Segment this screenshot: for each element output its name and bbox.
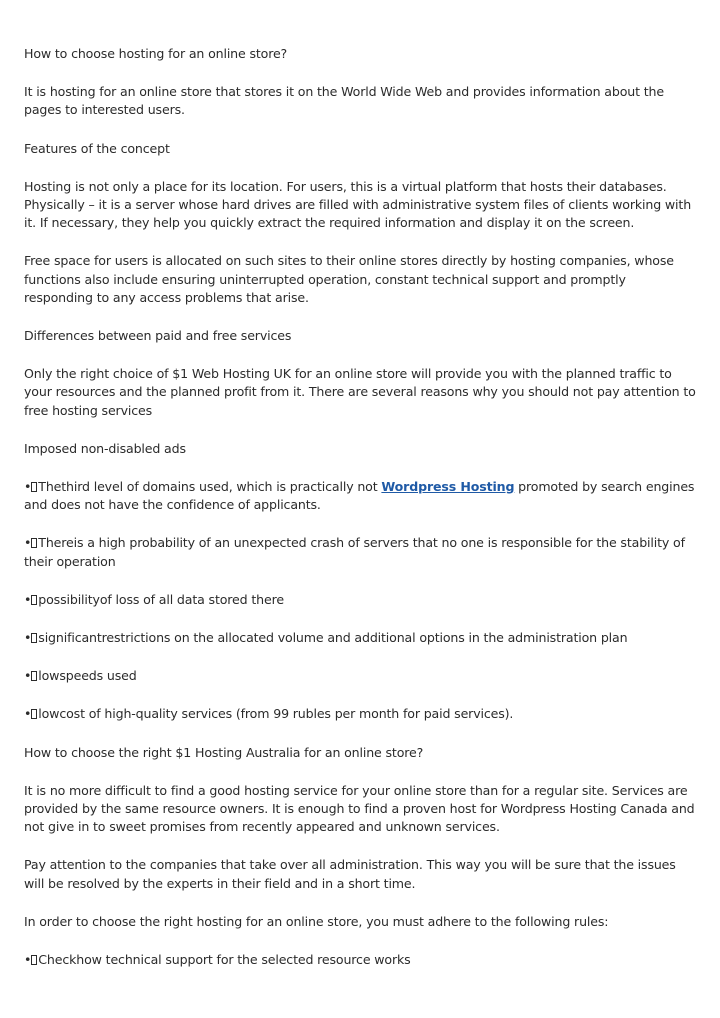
- bullet-item-domains: [24, 478, 696, 514]
- missing-glyph-icon: [31, 671, 37, 681]
- paragraph-pay-attention: Pay attention to the companies that take over all administration. This way you will be sure that the issues will be resolved by the experts in their field and in a short time.: [24, 857, 676, 891]
- bullet-item-low-speeds: [24, 667, 696, 685]
- bullet-text: is a high probability of an unexpected crash of servers that no one is responsible for the stability of their operation: [24, 535, 685, 569]
- bullet-lead-word: The: [38, 479, 62, 495]
- bullet-lead-word: low: [38, 668, 60, 684]
- bullet-icon: •: [24, 535, 32, 551]
- bullet-text: how technical support for the selected resource works: [76, 952, 411, 968]
- bullet-lead-word: low: [38, 706, 60, 722]
- bullet-text-cont: promoted by search engines and does not have the confidence of applicants.: [24, 479, 695, 513]
- bullet-item-low-cost: [24, 705, 696, 723]
- bullet-icon: •: [24, 630, 32, 646]
- bullet-text: cost of high-quality services (from 99 rubles per month for paid services).: [59, 706, 514, 722]
- wordpress-hosting-link[interactable]: Wordpress Hosting: [381, 479, 515, 495]
- bullet-icon: •: [24, 668, 32, 684]
- bullet-lead-word: significant: [38, 630, 102, 646]
- heading-choose-right: How to choose the right $1 Hosting Australia for an online store?: [24, 744, 424, 760]
- heading-how-to-choose: How to choose hosting for an online store?: [24, 46, 288, 61]
- heading-features: Features of the concept: [24, 140, 170, 156]
- missing-glyph-icon: [31, 955, 37, 965]
- heading-differences: Differences between paid and free services: [24, 328, 292, 344]
- missing-glyph-icon: [31, 633, 37, 643]
- bullet-icon: •: [24, 591, 32, 607]
- bullet-lead-word: possibility: [38, 591, 100, 607]
- paragraph-no-more-difficult: It is no more difficult to find a good hosting service for your online store than for a regular site. Services are provided by the same resource owners. It is enough to find a proven host for Wordpress Hosting Canada and not give in to sweet promises from recently appeared and unknown services.: [24, 782, 695, 835]
- bullet-text: restrictions on the allocated volume and additional options in the administration plan: [101, 630, 628, 646]
- bullet-icon: •: [24, 706, 32, 722]
- bullet-text: third level of domains used, which is practically not: [61, 479, 382, 495]
- bullet-item-check-support: [24, 951, 696, 969]
- paragraph-right-choice: Only the right choice of $1 Web Hosting UK for an online store will provide you with the planned traffic to your resources and the planned profit from it. There are several reasons why you should not pay attention to free hosting services: [24, 366, 696, 418]
- bullet-item-crash: [24, 534, 696, 570]
- paragraph-hosting-definition: Hosting is not only a place for its location. For users, this is a virtual platform that hosts their databases. Physically – it is a server whose hard drives are filled with administrative system files of clients working with it. If necessary, they help you quickly extract the required information and display it on the screen.: [24, 178, 692, 231]
- bullet-text: of loss of all data stored there: [99, 591, 284, 607]
- missing-glyph-icon: [31, 538, 37, 548]
- heading-imposed-ads: Imposed non-disabled ads: [24, 440, 186, 456]
- bullet-item-data-loss: [24, 591, 696, 609]
- missing-glyph-icon: [31, 482, 37, 492]
- bullet-icon: •: [24, 479, 32, 495]
- bullet-item-restrictions: [24, 629, 696, 647]
- missing-glyph-icon: [31, 595, 37, 605]
- paragraph-rules-intro: In order to choose the right hosting for an online store, you must adhere to the following rules:: [24, 913, 609, 929]
- paragraph-free-space: Free space for users is allocated on such sites to their online stores directly by hosting companies, whose functions also include ensuring uninterrupted operation, constant technical support and promptly responding to any access problems that arise.: [24, 253, 674, 305]
- missing-glyph-icon: [31, 709, 37, 719]
- paragraph-intro: It is hosting for an online store that stores it on the World Wide Web and provides information about the pages to interested users.: [24, 84, 664, 118]
- bullet-icon: •: [24, 952, 32, 968]
- bullet-lead-word: Check: [38, 952, 77, 968]
- bullet-lead-word: There: [38, 535, 74, 551]
- bullet-text: speeds used: [59, 668, 137, 684]
